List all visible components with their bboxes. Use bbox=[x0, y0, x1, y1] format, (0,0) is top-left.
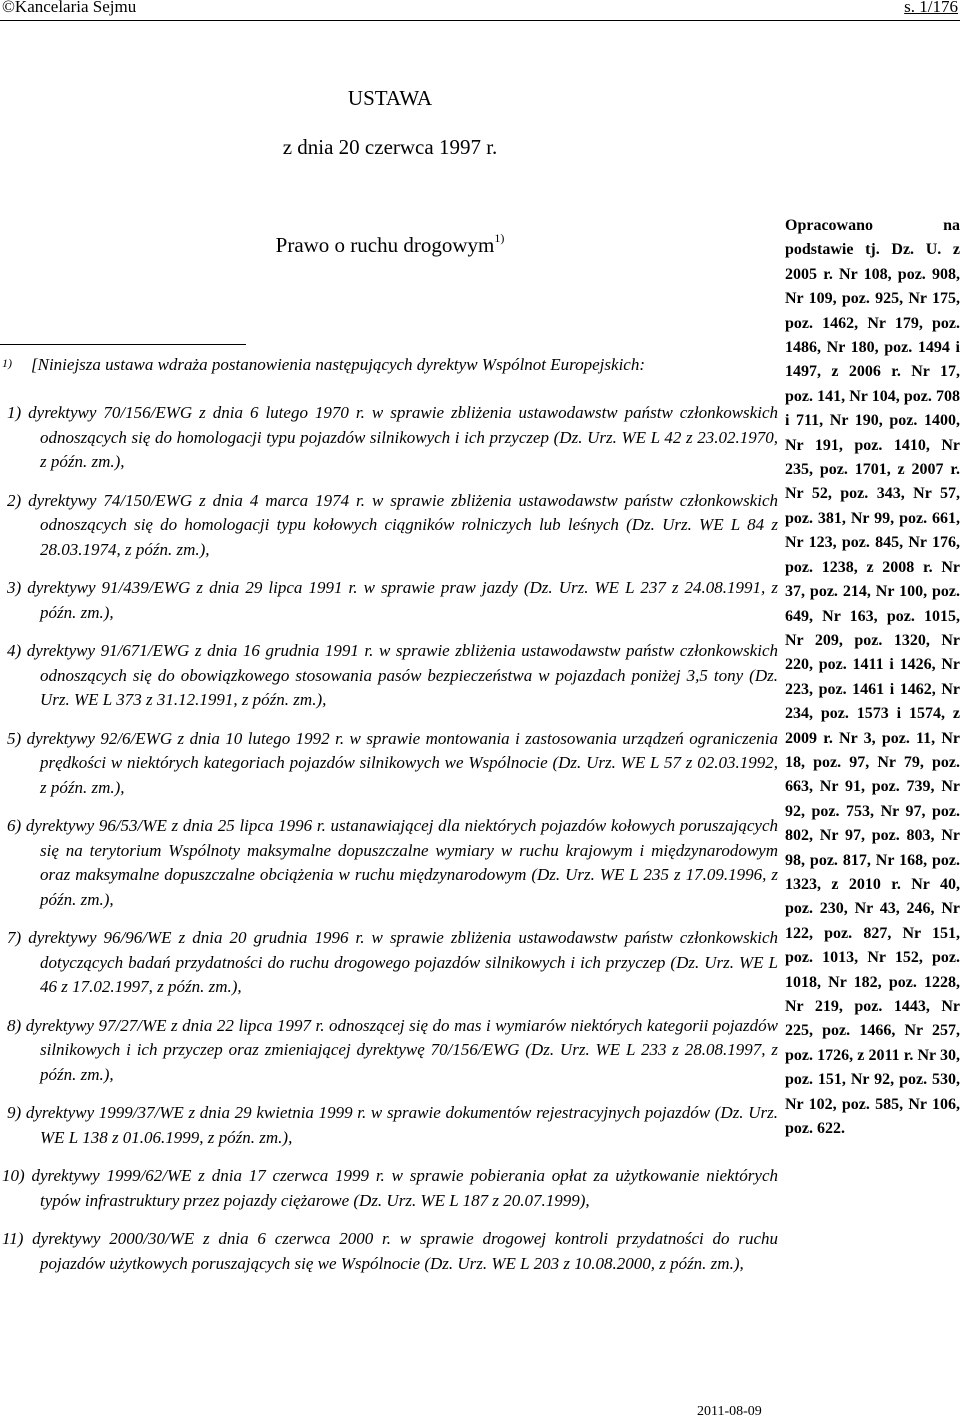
header-rule bbox=[0, 20, 960, 21]
source-note: Opracowano na podstawie tj. Dz. U. z 2005 r. Nr 108, poz. 908, Nr 109, poz. 925, Nr 175, poz. 1462, Nr 179, poz. 1486, Nr 180, poz. 1494 i 1497, z 2006 r. Nr 17, poz. 141, Nr 104, poz. 708 i 711, Nr 190, poz. 1400, Nr 191, poz. 1410, Nr 235, poz. 1701, z 2007 r. Nr 52, poz. 343, Nr 57, poz. 381, Nr 99, poz. 661, Nr 123, poz. 845, Nr 176, poz. 1238, z 2008 r. Nr 37, poz. 214, Nr 100, poz. 649, Nr 163, poz. 1015, Nr 209, poz. 1320, Nr 220, poz. 1411 i 1426, Nr 223, poz. 1461 i 1462, Nr 234, poz. 1573 i 1574, z 2009 r. Nr 3, poz. 11, Nr 18, poz. 97, Nr 79, poz. 663, Nr 91, poz. 739, Nr 92, poz. 753, Nr 97, poz. 802, Nr 97, poz. 803, Nr 98, poz. 817, Nr 168, poz. 1323, z 2010 r. Nr 40, poz. 230, Nr 43, 246, Nr 122, poz. 827, Nr 151, poz. 1013, Nr 152, poz. 1018, Nr 182, poz. 1228, Nr 219, poz. 1443, Nr 225, poz. 1466, Nr 257, poz. 1726, z 2011 r. Nr 30, poz. 151, Nr 92, poz. 530, Nr 102, poz. 585, Nr 106, poz. 622. bbox=[785, 217, 960, 1138]
directive-item: 5) dyrektywy 92/6/EWG z dnia 10 lutego 1992 r. w sprawie montowania i zastosowania urządzeń ograniczenia prędkości w niektórych kategoriach pojazdów silnikowych we Wspólnocie (Dz. Urz. WE L 57 z 02.03.1992, z późn. zm.), bbox=[7, 728, 778, 797]
directive-item: 11) dyrektywy 2000/30/WE z dnia 6 czerwca 2000 r. w sprawie drogowej kontroli przydatności do ruchu pojazdów użytkowych poruszających się we Wspólnocie (Dz. Urz. WE L 203 z 10.08.2000, z późn. zm.), bbox=[2, 1229, 778, 1273]
directive-item: 9) dyrektywy 1999/37/WE z dnia 29 kwietnia 1999 r. w sprawie dokumentów rejestracyjnych pojazdów (Dz. Urz. WE L 138 z 01.06.1999, z późn. zm.), bbox=[7, 1103, 778, 1147]
document-date: z dnia 20 czerwca 1997 r. bbox=[282, 135, 498, 159]
directive-item: 6) dyrektywy 96/53/WE z dnia 25 lipca 1996 r. ustanawiającej dla niektórych pojazdów kołowych poruszających się na terytorium Wspólnoty maksymalne dopuszczalne wymiary w ruchu krajowym i międzynarodowym oraz maksymalne dopuszczalne obciążenia w ruchu międzynarodowym (Dz. Urz. WE L 235 z 17.09.1996, z późn. zm.), bbox=[7, 816, 778, 909]
footnote-intro: [Niniejsza ustawa wdraża postanowienia następujących dyrektyw Wspólnot Europejskich: bbox=[31, 355, 645, 374]
directive-item: 7) dyrektywy 96/96/WE z dnia 20 grudnia 1996 r. w sprawie zbliżenia ustawodawstw państw członkowskich dotyczących badań przydatności do ruchu drogowego pojazdów silnikowych i ich przyczep (Dz. Urz. WE L 46 z 17.02.1997, z późn. zm.), bbox=[7, 928, 778, 996]
page-number: s. 1/176 bbox=[904, 0, 958, 16]
document-title-text: Prawo o ruchu drogowym bbox=[275, 233, 495, 257]
document-title bbox=[0, 233, 780, 258]
directive-item: 1) dyrektywy 70/156/EWG z dnia 6 lutego 1970 r. w sprawie zbliżenia ustawodawstw państw członkowskich odnoszących się do homologacji typu pojazdów silnikowych i ich przyczep (Dz. Urz. WE L 42 z 23.02.1970, z późn. zm.), bbox=[7, 403, 778, 471]
directive-item: 3) dyrektywy 91/439/EWG z dnia 29 lipca 1991 r. w sprawie praw jazdy (Dz. Urz. WE L 237 z 24.08.1991, z późn. zm.), bbox=[7, 578, 778, 622]
document-type: USTAWA bbox=[347, 86, 433, 110]
footer-date: 2011-08-09 bbox=[697, 1404, 762, 1419]
directive-item: 4) dyrektywy 91/671/EWG z dnia 16 grudnia 1991 r. w sprawie zbliżenia ustawodawstw państw członkowskich odnoszących się do obowiązkowego stosowania pasów bezpieczeństwa w pojazdach poniżej 3,5 tony (Dz. Urz. WE L 373 z 31.12.1991, z późn. zm.), bbox=[7, 641, 778, 709]
footnote-mark: 1) bbox=[2, 356, 12, 370]
directive-item: 10) dyrektywy 1999/62/WE z dnia 17 czerwca 1999 r. w sprawie pobierania opłat za użytkowanie niektórych typów infrastruktury przez pojazdy ciężarowe (Dz. Urz. WE L 187 z 20.07.1999), bbox=[2, 1166, 778, 1210]
title-footnote-ref: 1) bbox=[494, 231, 505, 245]
footnote-divider bbox=[0, 344, 246, 345]
directive-item: 8) dyrektywy 97/27/WE z dnia 22 lipca 1997 r. odnoszącej się do mas i wymiarów niektórych kategorii pojazdów silnikowych i ich przyczep oraz zmieniającej dyrektywę 70/156/EWG (Dz. Urz. WE L 233 z 28.08.1997, z późn. zm.), bbox=[7, 1015, 778, 1084]
copyright-text: ©Kancelaria Sejmu bbox=[2, 0, 137, 16]
directive-item: 2) dyrektywy 74/150/EWG z dnia 4 marca 1974 r. w sprawie zbliżenia ustawodawstw państw członkowskich odnoszących się do homologacji typu kołowych ciągników rolniczych lub leśnych (Dz. Urz. WE L 84 z 28.03.1974, z późn. zm.), bbox=[7, 490, 778, 559]
directive-list bbox=[0, 401, 778, 1290]
